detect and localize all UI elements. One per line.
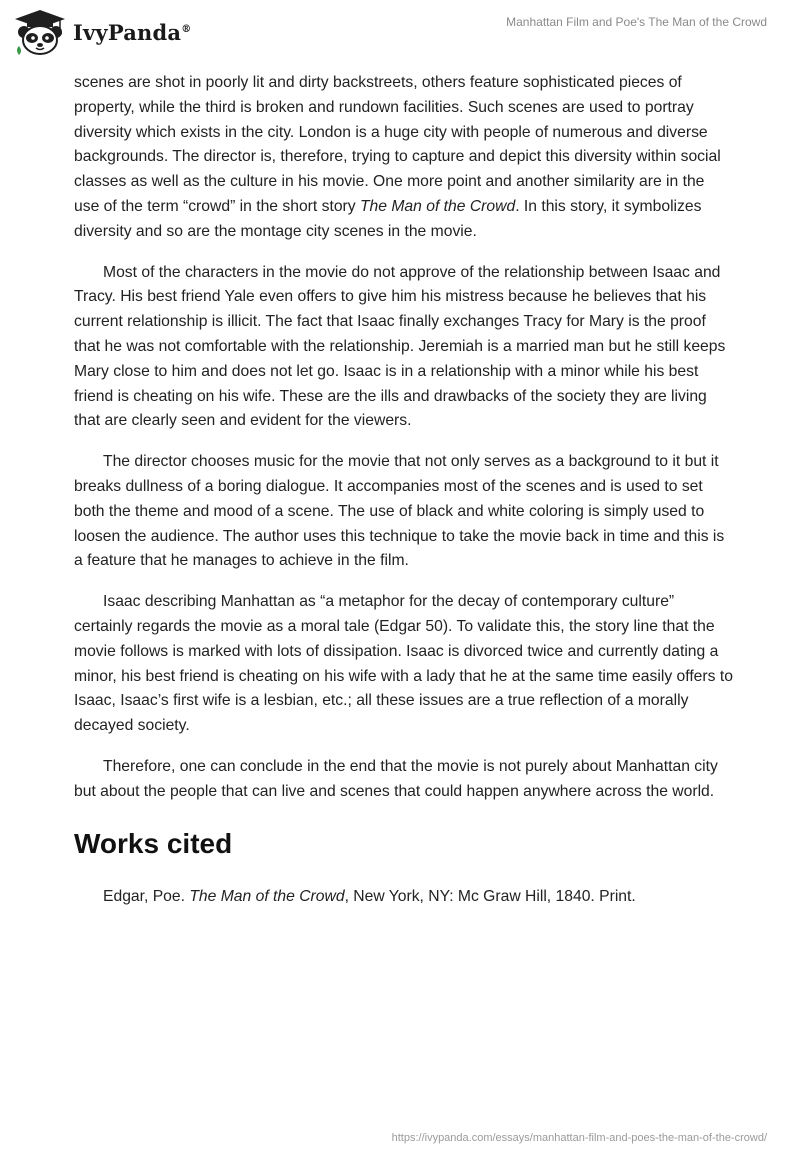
essay-body <box>74 71 734 925</box>
story-title: The Man of the Crowd <box>359 197 516 215</box>
paragraph-2: Most of the characters in the movie do not approve of the relationship between Isaac and Tracy. His best friend Yale even offers to give him his mistress because he believes that his current relationship is illicit. The fact that Isaac finally exchanges Tracy for Mary is the proof that he was not comfortable with the relationship. Jeremiah is a married man but he still keeps Mary close to him and does not let go. Isaac is in a relationship with a minor while his best friend is cheating on his wife. These are the ills and drawbacks of the society they are living that are clearly seen and evident for the viewers. <box>74 263 726 430</box>
logo-wordmark: IvyPanda® <box>73 19 192 45</box>
ivypanda-logo[interactable] <box>13 8 191 56</box>
panda-graduate-icon <box>13 8 67 56</box>
paragraph-1: scenes are shot in poorly lit and dirty backstreets, others feature sophisticated pieces of property, while the third is broken and rundown facilities. Such scenes are used to portray diversity which exists in the city. London is a huge city with people of numerous and diverse backgrounds. The director is, therefore, trying to capture and depict this diversity within social classes as well as the culture in his movie. One more point and another similarity are in the use of the term “crowd” in the short story The Man of the Crowd. In this story, it symbolizes diversity and so are the montage city scenes in the movie. <box>74 74 721 240</box>
page-header <box>0 0 800 70</box>
works-cited-heading: Works cited <box>74 827 233 859</box>
source-url[interactable]: https://ivypanda.com/essays/manhattan-film-and-poes-the-man-of-the-crowd/ <box>391 1132 767 1144</box>
document-title: Manhattan Film and Poe's The Man of the Crowd <box>506 15 767 29</box>
paragraph-5: Therefore, one can conclude in the end that the movie is not purely about Manhattan city but about the people that can live and scenes that could happen anywhere across the world. <box>74 757 718 800</box>
citation-entry: Edgar, Poe. The Man of the Crowd, New York, NY: Mc Graw Hill, 1840. Print. <box>103 887 636 905</box>
citation-title: The Man of the Crowd <box>189 887 345 905</box>
paragraph-4: Isaac describing Manhattan as “a metaphor for the decay of contemporary culture” certainly regards the movie as a moral tale (Edgar 50). To validate this, the story line that the movie follows is marked with lots of dissipation. Isaac is divorced twice and currently dating a minor, his best friend is cheating on his wife with a lady that he at the same time easily offers to Isaac, Isaac’s first wife is a lesbian, etc.; all these issues are a true reflection of a morally decayed society. <box>74 593 733 735</box>
paragraph-3: The director chooses music for the movie that not only serves as a background to it but it breaks dullness of a boring dialogue. It accompanies most of the scenes and is used to set both the theme and mood of a scene. The use of black and white coloring is simply used to loosen the audience. The author uses this technique to take the movie back in time and this is a feature that he manages to achieve in the film. <box>74 453 725 570</box>
